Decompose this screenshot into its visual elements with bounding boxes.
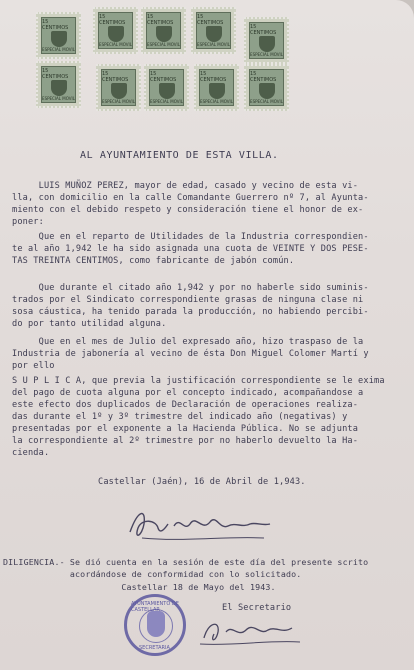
stamp-label: 15 CENTIMOS	[42, 19, 69, 31]
body-line: por ello	[12, 361, 55, 371]
body-line: miento con el debido respeto y consideración tiene el honor de ex-	[12, 205, 364, 215]
fiscal-stamp	[93, 7, 138, 54]
stamp-label: ESPECIAL MOVIL	[250, 99, 283, 104]
stamp-label: ESPECIAL MOVIL	[200, 99, 233, 104]
stamp-label: 15 CENTIMOS	[150, 71, 177, 83]
body-line: trados por el Sindicato correspondiente grasas de ninguna clase ni	[12, 295, 364, 305]
stamp-label: ESPECIAL MOVIL	[42, 47, 75, 52]
eagle-icon	[147, 611, 165, 637]
body-line: la correspondiente al 2º trimestre por no haberlo devuelto la Ha-	[12, 436, 359, 446]
body-line: Que en el mes de Julio del expresado año, hizo traspaso de la	[12, 337, 364, 347]
body-line: do por tanto utilidad alguna.	[12, 319, 167, 329]
fiscal-stamp	[96, 64, 141, 111]
seal-text-top: AYUNTAMIENTO DE CASTELLAR	[131, 601, 179, 613]
fiscal-stamp	[244, 64, 289, 111]
crest-icon	[206, 26, 222, 42]
body-line: Industria de jabonería al vecino de ésta Don Miguel Colomer Martí y	[12, 349, 369, 359]
fiscal-stamp	[36, 61, 81, 108]
stamp-label: ESPECIAL MOVIL	[102, 99, 135, 104]
fiscal-stamp	[144, 64, 189, 111]
diligencia-line: DILIGENCIA.- Se dió cuenta en la sesión de este día del presente scrito	[3, 557, 369, 567]
signature	[124, 502, 274, 546]
secretary-signature-mark	[196, 612, 306, 648]
body-line: das durante el 1º y 3º trimestre del indicado año (negativas) y	[12, 412, 348, 422]
body-line: TAS TREINTA CENTIMOS, como fabricante de jabón común.	[12, 256, 295, 266]
stamp-label: ESPECIAL MOVIL	[250, 52, 283, 57]
stamp-label: ESPECIAL MOVIL	[99, 42, 132, 47]
secretary-signature	[196, 612, 306, 648]
signature-mark	[124, 502, 274, 546]
diligencia-line: acordándose de conformidad con lo solicitado.	[3, 569, 302, 579]
body-line: te al año 1,942 le ha sido asignada una cuota de VEINTE Y DOS PESE-	[12, 244, 369, 254]
crest-icon	[259, 83, 275, 99]
stamp-label: 15 CENTIMOS	[102, 71, 129, 83]
stamp-label: 15 CENTIMOS	[250, 71, 277, 83]
date-line: Castellar (Jaén), 16 de Abril de 1,943.	[98, 477, 306, 487]
stamp-label: 15 CENTIMOS	[200, 71, 227, 83]
body-line: este efecto dos duplicados de Declaración de operaciones realiza-	[12, 400, 359, 410]
body-line: presentadas por el exponente a la Hacienda Pública. No se adjunta	[12, 424, 359, 434]
fiscal-stamp	[194, 64, 239, 111]
stamp-label: ESPECIAL MOVIL	[147, 42, 180, 47]
stamp-label: ESPECIAL MOVIL	[197, 42, 230, 47]
document-title: AL AYUNTAMIENTO DE ESTA VILLA.	[80, 150, 279, 161]
diligencia-line: Castellar 18 de Mayo del 1943.	[3, 582, 276, 592]
body-line: LUIS MUÑOZ PEREZ, mayor de edad, casado y vecino de esta vi-	[12, 181, 359, 191]
fiscal-stamp	[244, 17, 289, 64]
body-line: lla, con domicilio en la calle Comandante Guerrero nº 7, al Ayunta-	[12, 193, 369, 203]
fiscal-stamp	[191, 7, 236, 54]
crest-icon	[159, 83, 175, 99]
crest-icon	[209, 83, 225, 99]
crest-icon	[108, 26, 124, 42]
body-line: S U P L I C A, que previa la justificación correspondiente se le exima	[12, 376, 385, 386]
stamp-label: 15 CENTIMOS	[197, 14, 224, 26]
fiscal-stamp	[36, 12, 81, 59]
crest-icon	[259, 36, 275, 52]
body-line: del pago de cuota alguna por el concepto indicado, acompañandose a	[12, 388, 364, 398]
crest-icon	[156, 26, 172, 42]
crest-icon	[111, 83, 127, 99]
stamp-label: 15 CENTIMOS	[42, 68, 69, 80]
stamp-label: 15 CENTIMOS	[147, 14, 174, 26]
body-line: poner:	[12, 217, 44, 227]
official-seal	[124, 594, 186, 656]
body-line: cienda.	[12, 448, 50, 458]
secretary-label: El Secretario	[222, 603, 292, 613]
stamp-label: 15 CENTIMOS	[250, 24, 277, 36]
body-line: Que en el reparto de Utilidades de la Industria correspondien-	[12, 232, 369, 242]
body-line: sosa cáustica, ha tenido parada la producción, no habiendo percibi-	[12, 307, 369, 317]
stamp-label: ESPECIAL MOVIL	[150, 99, 183, 104]
stamp-label: 15 CENTIMOS	[99, 14, 126, 26]
body-line: Que durante el citado año 1,942 y por no haberle sido suminis-	[12, 283, 369, 293]
fiscal-stamp	[141, 7, 186, 54]
stamp-label: ESPECIAL MOVIL	[42, 96, 75, 101]
seal-text-bottom: SECRETARIA	[139, 645, 170, 651]
crest-icon	[51, 80, 67, 96]
crest-icon	[51, 31, 67, 47]
